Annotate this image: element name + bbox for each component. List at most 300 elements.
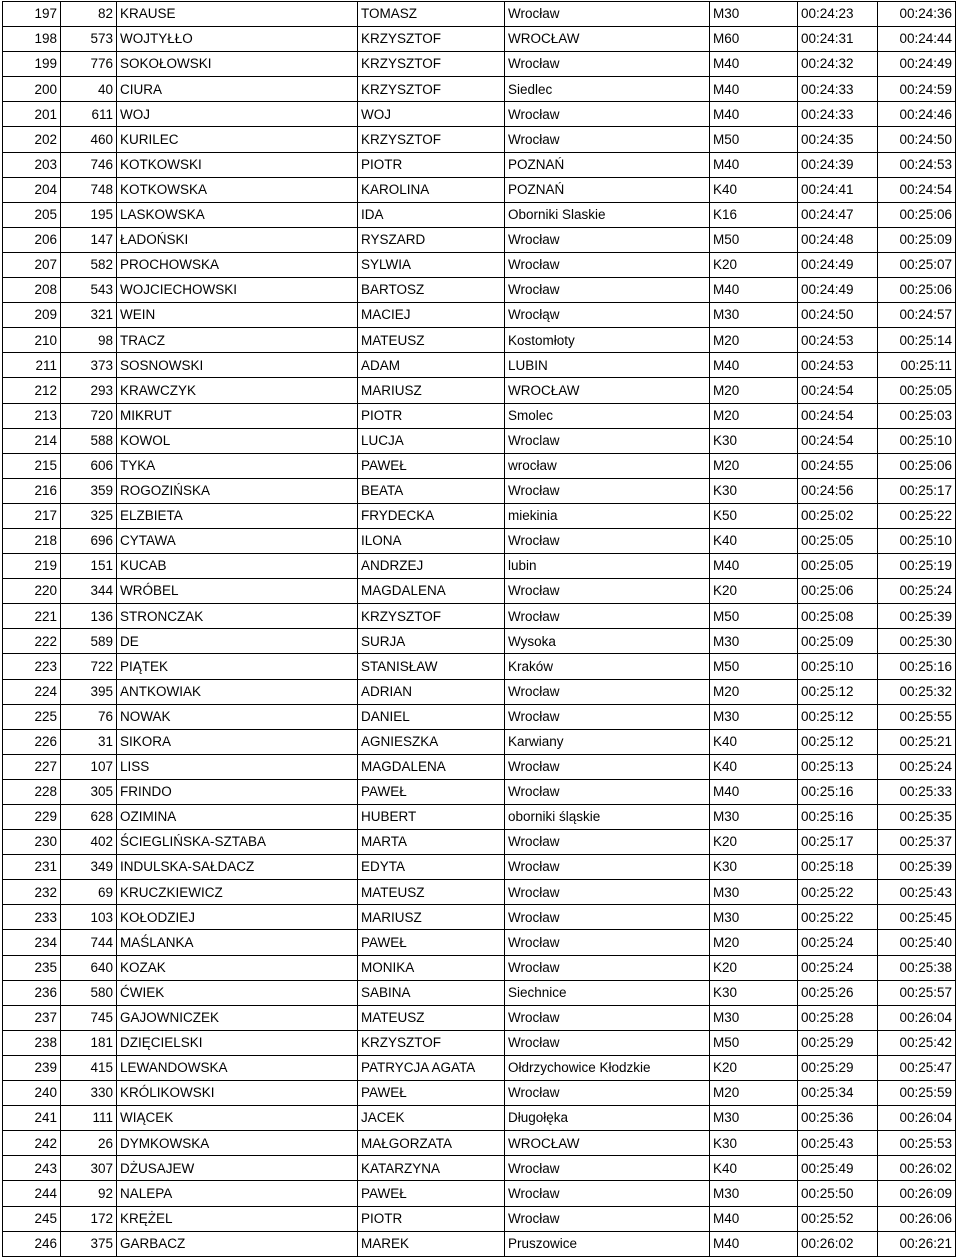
table-row bbox=[3, 378, 956, 403]
category-cell: M30 bbox=[710, 880, 798, 905]
category-cell: M50 bbox=[710, 654, 798, 679]
first-name-cell: SURJA bbox=[358, 629, 505, 654]
gross-time-cell: 00:25:03 bbox=[878, 403, 956, 428]
first-name-cell: MATEUSZ bbox=[358, 1005, 505, 1030]
last-name-cell: DE bbox=[117, 629, 358, 654]
first-name-cell: ILONA bbox=[358, 528, 505, 553]
gross-time-cell: 00:26:04 bbox=[878, 1106, 956, 1131]
gross-time-cell: 00:25:21 bbox=[878, 729, 956, 754]
table-row bbox=[3, 704, 956, 729]
gross-time-cell: 00:24:46 bbox=[878, 102, 956, 127]
net-time-cell: 00:24:41 bbox=[798, 177, 878, 202]
table-row bbox=[3, 278, 956, 303]
gross-time-cell: 00:25:22 bbox=[878, 503, 956, 528]
city-cell: Wrocław bbox=[505, 955, 710, 980]
net-time-cell: 00:25:22 bbox=[798, 880, 878, 905]
city-cell: Wrocław bbox=[505, 528, 710, 553]
table-row bbox=[3, 177, 956, 202]
place-cell: 208 bbox=[3, 278, 61, 303]
last-name-cell: LEWANDOWSKA bbox=[117, 1055, 358, 1080]
last-name-cell: DZIĘCIELSKI bbox=[117, 1030, 358, 1055]
city-cell: Pruszowice bbox=[505, 1231, 710, 1256]
place-cell: 236 bbox=[3, 980, 61, 1005]
last-name-cell: LISS bbox=[117, 754, 358, 779]
category-cell: M60 bbox=[710, 27, 798, 52]
category-cell: M30 bbox=[710, 805, 798, 830]
net-time-cell: 00:25:02 bbox=[798, 503, 878, 528]
place-cell: 229 bbox=[3, 805, 61, 830]
place-cell: 211 bbox=[3, 353, 61, 378]
category-cell: K40 bbox=[710, 754, 798, 779]
category-cell: M30 bbox=[710, 1181, 798, 1206]
city-cell: Kostomłoty bbox=[505, 328, 710, 353]
net-time-cell: 00:24:54 bbox=[798, 378, 878, 403]
last-name-cell: DYMKOWSKA bbox=[117, 1131, 358, 1156]
bib-number-cell: 344 bbox=[61, 579, 117, 604]
bib-number-cell: 745 bbox=[61, 1005, 117, 1030]
last-name-cell: STRONCZAK bbox=[117, 604, 358, 629]
category-cell: K50 bbox=[710, 503, 798, 528]
place-cell: 213 bbox=[3, 403, 61, 428]
net-time-cell: 00:25:29 bbox=[798, 1055, 878, 1080]
gross-time-cell: 00:25:17 bbox=[878, 478, 956, 503]
table-row bbox=[3, 2, 956, 27]
net-time-cell: 00:25:13 bbox=[798, 754, 878, 779]
first-name-cell: MAGDALENA bbox=[358, 579, 505, 604]
first-name-cell: FRYDECKA bbox=[358, 503, 505, 528]
category-cell: M20 bbox=[710, 453, 798, 478]
gross-time-cell: 00:25:30 bbox=[878, 629, 956, 654]
last-name-cell: KOTKOWSKI bbox=[117, 152, 358, 177]
table-row bbox=[3, 102, 956, 127]
net-time-cell: 00:25:26 bbox=[798, 980, 878, 1005]
last-name-cell: ROGOZIŃSKA bbox=[117, 478, 358, 503]
category-cell: K30 bbox=[710, 478, 798, 503]
bib-number-cell: 582 bbox=[61, 252, 117, 277]
city-cell: oborniki śląskie bbox=[505, 805, 710, 830]
net-time-cell: 00:24:49 bbox=[798, 278, 878, 303]
last-name-cell: GARBACZ bbox=[117, 1231, 358, 1256]
first-name-cell: PIOTR bbox=[358, 152, 505, 177]
first-name-cell: JACEK bbox=[358, 1106, 505, 1131]
table-row bbox=[3, 855, 956, 880]
place-cell: 243 bbox=[3, 1156, 61, 1181]
bib-number-cell: 589 bbox=[61, 629, 117, 654]
city-cell: Wrocław bbox=[505, 102, 710, 127]
bib-number-cell: 82 bbox=[61, 2, 117, 27]
gross-time-cell: 00:26:09 bbox=[878, 1181, 956, 1206]
first-name-cell: PAWEŁ bbox=[358, 1181, 505, 1206]
category-cell: K40 bbox=[710, 528, 798, 553]
bib-number-cell: 395 bbox=[61, 679, 117, 704]
bib-number-cell: 98 bbox=[61, 328, 117, 353]
place-cell: 201 bbox=[3, 102, 61, 127]
net-time-cell: 00:24:53 bbox=[798, 353, 878, 378]
table-row bbox=[3, 729, 956, 754]
bib-number-cell: 40 bbox=[61, 77, 117, 102]
last-name-cell: MIKRUT bbox=[117, 403, 358, 428]
place-cell: 206 bbox=[3, 227, 61, 252]
city-cell: Wrocław bbox=[505, 855, 710, 880]
place-cell: 226 bbox=[3, 729, 61, 754]
net-time-cell: 00:25:16 bbox=[798, 805, 878, 830]
last-name-cell: WOJTYŁŁO bbox=[117, 27, 358, 52]
table-row bbox=[3, 202, 956, 227]
city-cell: Wrocław bbox=[505, 880, 710, 905]
city-cell: Wrocław bbox=[505, 1206, 710, 1231]
table-row bbox=[3, 127, 956, 152]
city-cell: Kraków bbox=[505, 654, 710, 679]
place-cell: 217 bbox=[3, 503, 61, 528]
first-name-cell: PIOTR bbox=[358, 403, 505, 428]
first-name-cell: MONIKA bbox=[358, 955, 505, 980]
gross-time-cell: 00:25:24 bbox=[878, 579, 956, 604]
category-cell: M30 bbox=[710, 905, 798, 930]
gross-time-cell: 00:24:54 bbox=[878, 177, 956, 202]
city-cell: miekinia bbox=[505, 503, 710, 528]
table-row bbox=[3, 1081, 956, 1106]
bib-number-cell: 580 bbox=[61, 980, 117, 1005]
bib-number-cell: 373 bbox=[61, 353, 117, 378]
net-time-cell: 00:24:49 bbox=[798, 252, 878, 277]
place-cell: 212 bbox=[3, 378, 61, 403]
bib-number-cell: 359 bbox=[61, 478, 117, 503]
place-cell: 233 bbox=[3, 905, 61, 930]
gross-time-cell: 00:25:39 bbox=[878, 604, 956, 629]
table-row bbox=[3, 830, 956, 855]
gross-time-cell: 00:26:02 bbox=[878, 1156, 956, 1181]
place-cell: 231 bbox=[3, 855, 61, 880]
table-row bbox=[3, 1030, 956, 1055]
category-cell: M20 bbox=[710, 328, 798, 353]
first-name-cell: ADAM bbox=[358, 353, 505, 378]
city-cell: WROCŁAW bbox=[505, 378, 710, 403]
city-cell: Karwiany bbox=[505, 729, 710, 754]
bib-number-cell: 31 bbox=[61, 729, 117, 754]
gross-time-cell: 00:25:10 bbox=[878, 528, 956, 553]
first-name-cell: SYLWIA bbox=[358, 252, 505, 277]
net-time-cell: 00:25:08 bbox=[798, 604, 878, 629]
category-cell: K30 bbox=[710, 428, 798, 453]
gross-time-cell: 00:25:59 bbox=[878, 1081, 956, 1106]
first-name-cell: MACIEJ bbox=[358, 303, 505, 328]
net-time-cell: 00:25:17 bbox=[798, 830, 878, 855]
bib-number-cell: 69 bbox=[61, 880, 117, 905]
gross-time-cell: 00:25:11 bbox=[878, 353, 956, 378]
table-row bbox=[3, 52, 956, 77]
table-row bbox=[3, 528, 956, 553]
category-cell: K20 bbox=[710, 955, 798, 980]
city-cell: Wrocław bbox=[505, 227, 710, 252]
net-time-cell: 00:24:23 bbox=[798, 2, 878, 27]
table-row bbox=[3, 27, 956, 52]
city-cell: Wrocław bbox=[505, 1156, 710, 1181]
gross-time-cell: 00:25:06 bbox=[878, 453, 956, 478]
bib-number-cell: 151 bbox=[61, 554, 117, 579]
table-row bbox=[3, 1005, 956, 1030]
last-name-cell: ANTKOWIAK bbox=[117, 679, 358, 704]
city-cell: Wrocław bbox=[505, 1181, 710, 1206]
gross-time-cell: 00:25:32 bbox=[878, 679, 956, 704]
first-name-cell: ADRIAN bbox=[358, 679, 505, 704]
category-cell: M20 bbox=[710, 930, 798, 955]
category-cell: M50 bbox=[710, 127, 798, 152]
net-time-cell: 00:25:18 bbox=[798, 855, 878, 880]
last-name-cell: WOJCIECHOWSKI bbox=[117, 278, 358, 303]
table-row bbox=[3, 805, 956, 830]
results-body bbox=[3, 2, 956, 1257]
last-name-cell: KOTKOWSKA bbox=[117, 177, 358, 202]
last-name-cell: NALEPA bbox=[117, 1181, 358, 1206]
category-cell: K20 bbox=[710, 579, 798, 604]
gross-time-cell: 00:25:47 bbox=[878, 1055, 956, 1080]
gross-time-cell: 00:25:09 bbox=[878, 227, 956, 252]
city-cell: Oborniki Slaskie bbox=[505, 202, 710, 227]
category-cell: K40 bbox=[710, 1156, 798, 1181]
first-name-cell: MARTA bbox=[358, 830, 505, 855]
city-cell: Wrocłąw bbox=[505, 303, 710, 328]
category-cell: M40 bbox=[710, 52, 798, 77]
bib-number-cell: 722 bbox=[61, 654, 117, 679]
last-name-cell: PROCHOWSKA bbox=[117, 252, 358, 277]
last-name-cell: WRÓBEL bbox=[117, 579, 358, 604]
net-time-cell: 00:24:31 bbox=[798, 27, 878, 52]
place-cell: 245 bbox=[3, 1206, 61, 1231]
net-time-cell: 00:25:28 bbox=[798, 1005, 878, 1030]
category-cell: K16 bbox=[710, 202, 798, 227]
net-time-cell: 00:25:24 bbox=[798, 930, 878, 955]
table-row bbox=[3, 428, 956, 453]
last-name-cell: KUCAB bbox=[117, 554, 358, 579]
bib-number-cell: 640 bbox=[61, 955, 117, 980]
category-cell: K30 bbox=[710, 855, 798, 880]
bib-number-cell: 305 bbox=[61, 779, 117, 804]
place-cell: 220 bbox=[3, 579, 61, 604]
last-name-cell: MAŚLANKA bbox=[117, 930, 358, 955]
city-cell: Ołdrzychowice Kłodzkie bbox=[505, 1055, 710, 1080]
city-cell: Wrocław bbox=[505, 930, 710, 955]
bib-number-cell: 776 bbox=[61, 52, 117, 77]
city-cell: Wroclaw bbox=[505, 428, 710, 453]
bib-number-cell: 147 bbox=[61, 227, 117, 252]
net-time-cell: 00:25:16 bbox=[798, 779, 878, 804]
place-cell: 207 bbox=[3, 252, 61, 277]
table-row bbox=[3, 1156, 956, 1181]
first-name-cell: MAGDALENA bbox=[358, 754, 505, 779]
net-time-cell: 00:24:33 bbox=[798, 102, 878, 127]
bib-number-cell: 172 bbox=[61, 1206, 117, 1231]
bib-number-cell: 136 bbox=[61, 604, 117, 629]
net-time-cell: 00:24:33 bbox=[798, 77, 878, 102]
bib-number-cell: 746 bbox=[61, 152, 117, 177]
bib-number-cell: 573 bbox=[61, 27, 117, 52]
table-row bbox=[3, 478, 956, 503]
category-cell: M40 bbox=[710, 152, 798, 177]
gross-time-cell: 00:25:14 bbox=[878, 328, 956, 353]
place-cell: 238 bbox=[3, 1030, 61, 1055]
net-time-cell: 00:25:05 bbox=[798, 528, 878, 553]
gross-time-cell: 00:24:53 bbox=[878, 152, 956, 177]
city-cell: Wrocław bbox=[505, 2, 710, 27]
last-name-cell: ELZBIETA bbox=[117, 503, 358, 528]
first-name-cell: KATARZYNA bbox=[358, 1156, 505, 1181]
category-cell: M30 bbox=[710, 2, 798, 27]
city-cell: POZNAŃ bbox=[505, 152, 710, 177]
table-row bbox=[3, 77, 956, 102]
city-cell: WROCŁAW bbox=[505, 27, 710, 52]
bib-number-cell: 588 bbox=[61, 428, 117, 453]
place-cell: 246 bbox=[3, 1231, 61, 1256]
first-name-cell: MATEUSZ bbox=[358, 880, 505, 905]
bib-number-cell: 460 bbox=[61, 127, 117, 152]
table-row bbox=[3, 353, 956, 378]
net-time-cell: 00:25:49 bbox=[798, 1156, 878, 1181]
place-cell: 239 bbox=[3, 1055, 61, 1080]
place-cell: 205 bbox=[3, 202, 61, 227]
place-cell: 219 bbox=[3, 554, 61, 579]
net-time-cell: 00:25:36 bbox=[798, 1106, 878, 1131]
results-table bbox=[2, 1, 956, 1257]
category-cell: M20 bbox=[710, 378, 798, 403]
category-cell: K20 bbox=[710, 252, 798, 277]
last-name-cell: FRINDO bbox=[117, 779, 358, 804]
city-cell: Siedlec bbox=[505, 77, 710, 102]
first-name-cell: EDYTA bbox=[358, 855, 505, 880]
first-name-cell: MAŁGORZATA bbox=[358, 1131, 505, 1156]
first-name-cell: KRZYSZTOF bbox=[358, 52, 505, 77]
city-cell: Wrocław bbox=[505, 830, 710, 855]
table-row bbox=[3, 754, 956, 779]
city-cell: Wrocław bbox=[505, 754, 710, 779]
gross-time-cell: 00:25:10 bbox=[878, 428, 956, 453]
gross-time-cell: 00:25:42 bbox=[878, 1030, 956, 1055]
first-name-cell: MATEUSZ bbox=[358, 328, 505, 353]
net-time-cell: 00:24:55 bbox=[798, 453, 878, 478]
table-row bbox=[3, 629, 956, 654]
last-name-cell: GAJOWNICZEK bbox=[117, 1005, 358, 1030]
gross-time-cell: 00:25:05 bbox=[878, 378, 956, 403]
first-name-cell: AGNIESZKA bbox=[358, 729, 505, 754]
bib-number-cell: 181 bbox=[61, 1030, 117, 1055]
bib-number-cell: 720 bbox=[61, 403, 117, 428]
net-time-cell: 00:24:54 bbox=[798, 428, 878, 453]
gross-time-cell: 00:25:06 bbox=[878, 202, 956, 227]
last-name-cell: PIĄTEK bbox=[117, 654, 358, 679]
table-row bbox=[3, 252, 956, 277]
bib-number-cell: 696 bbox=[61, 528, 117, 553]
city-cell: LUBIN bbox=[505, 353, 710, 378]
table-row bbox=[3, 1131, 956, 1156]
bib-number-cell: 543 bbox=[61, 278, 117, 303]
table-row bbox=[3, 554, 956, 579]
net-time-cell: 00:24:48 bbox=[798, 227, 878, 252]
place-cell: 234 bbox=[3, 930, 61, 955]
gross-time-cell: 00:25:45 bbox=[878, 905, 956, 930]
bib-number-cell: 111 bbox=[61, 1106, 117, 1131]
last-name-cell: KRĘŻEL bbox=[117, 1206, 358, 1231]
table-row bbox=[3, 328, 956, 353]
category-cell: K40 bbox=[710, 729, 798, 754]
last-name-cell: SOSNOWSKI bbox=[117, 353, 358, 378]
bib-number-cell: 628 bbox=[61, 805, 117, 830]
place-cell: 198 bbox=[3, 27, 61, 52]
place-cell: 222 bbox=[3, 629, 61, 654]
last-name-cell: KOWOL bbox=[117, 428, 358, 453]
first-name-cell: PATRYCJA AGATA bbox=[358, 1055, 505, 1080]
city-cell: Smolec bbox=[505, 403, 710, 428]
last-name-cell: OZIMINA bbox=[117, 805, 358, 830]
net-time-cell: 00:25:29 bbox=[798, 1030, 878, 1055]
first-name-cell: LUCJA bbox=[358, 428, 505, 453]
category-cell: M30 bbox=[710, 704, 798, 729]
place-cell: 242 bbox=[3, 1131, 61, 1156]
gross-time-cell: 00:25:39 bbox=[878, 855, 956, 880]
bib-number-cell: 415 bbox=[61, 1055, 117, 1080]
first-name-cell: PAWEŁ bbox=[358, 930, 505, 955]
net-time-cell: 00:25:10 bbox=[798, 654, 878, 679]
gross-time-cell: 00:24:44 bbox=[878, 27, 956, 52]
bib-number-cell: 402 bbox=[61, 830, 117, 855]
place-cell: 240 bbox=[3, 1081, 61, 1106]
gross-time-cell: 00:25:06 bbox=[878, 278, 956, 303]
place-cell: 241 bbox=[3, 1106, 61, 1131]
category-cell: K20 bbox=[710, 1055, 798, 1080]
net-time-cell: 00:25:43 bbox=[798, 1131, 878, 1156]
gross-time-cell: 00:25:07 bbox=[878, 252, 956, 277]
last-name-cell: CYTAWA bbox=[117, 528, 358, 553]
last-name-cell: ŁADOŃSKI bbox=[117, 227, 358, 252]
place-cell: 228 bbox=[3, 779, 61, 804]
table-row bbox=[3, 1106, 956, 1131]
last-name-cell: SOKOŁOWSKI bbox=[117, 52, 358, 77]
table-row bbox=[3, 905, 956, 930]
gross-time-cell: 00:25:19 bbox=[878, 554, 956, 579]
first-name-cell: SABINA bbox=[358, 980, 505, 1005]
place-cell: 215 bbox=[3, 453, 61, 478]
place-cell: 230 bbox=[3, 830, 61, 855]
gross-time-cell: 00:24:50 bbox=[878, 127, 956, 152]
last-name-cell: WIĄCEK bbox=[117, 1106, 358, 1131]
gross-time-cell: 00:24:36 bbox=[878, 2, 956, 27]
place-cell: 209 bbox=[3, 303, 61, 328]
city-cell: Wrocław bbox=[505, 252, 710, 277]
gross-time-cell: 00:25:43 bbox=[878, 880, 956, 905]
category-cell: M50 bbox=[710, 227, 798, 252]
last-name-cell: KRUCZKIEWICZ bbox=[117, 880, 358, 905]
net-time-cell: 00:24:53 bbox=[798, 328, 878, 353]
net-time-cell: 00:25:12 bbox=[798, 679, 878, 704]
bib-number-cell: 107 bbox=[61, 754, 117, 779]
table-row bbox=[3, 880, 956, 905]
table-row bbox=[3, 403, 956, 428]
table-row bbox=[3, 303, 956, 328]
gross-time-cell: 00:25:40 bbox=[878, 930, 956, 955]
city-cell: Wrocław bbox=[505, 579, 710, 604]
net-time-cell: 00:25:12 bbox=[798, 729, 878, 754]
gross-time-cell: 00:25:38 bbox=[878, 955, 956, 980]
first-name-cell: PIOTR bbox=[358, 1206, 505, 1231]
bib-number-cell: 748 bbox=[61, 177, 117, 202]
gross-time-cell: 00:25:33 bbox=[878, 779, 956, 804]
city-cell: Wrocław bbox=[505, 779, 710, 804]
bib-number-cell: 76 bbox=[61, 704, 117, 729]
gross-time-cell: 00:25:53 bbox=[878, 1131, 956, 1156]
bib-number-cell: 293 bbox=[61, 378, 117, 403]
first-name-cell: BARTOSZ bbox=[358, 278, 505, 303]
city-cell: Wrocław bbox=[505, 1030, 710, 1055]
city-cell: Siechnice bbox=[505, 980, 710, 1005]
category-cell: M30 bbox=[710, 629, 798, 654]
